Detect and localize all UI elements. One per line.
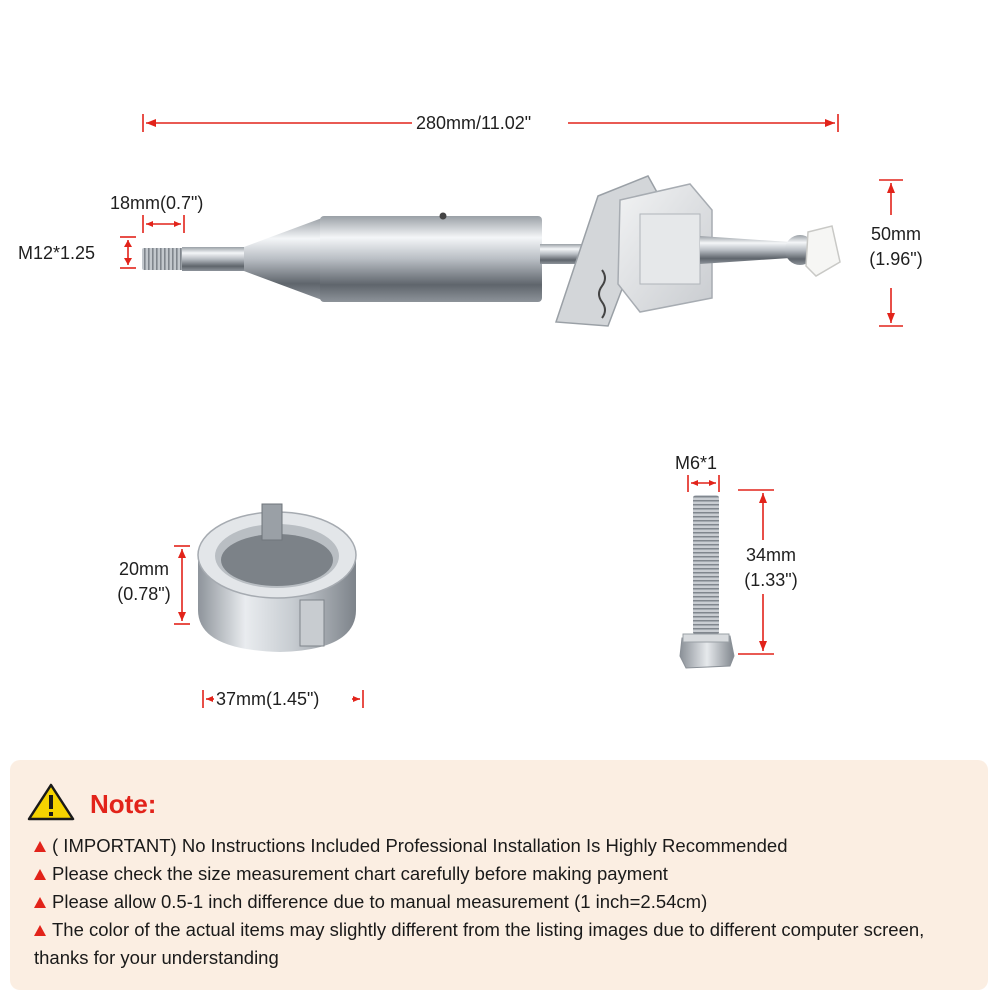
tip-length-label: 18mm(0.7")	[110, 193, 204, 213]
bushing-height-in-label: (0.78")	[117, 584, 171, 604]
red-triangle-bullet-icon	[34, 897, 46, 908]
note-item-important: ( IMPORTANT) No Instructions Included Professional Installation Is Highly Recommended	[34, 832, 974, 860]
bushing-image	[198, 504, 356, 652]
knob-height-mm-label: 50mm	[870, 224, 921, 244]
bushing-width-label: 37mm(1.45")	[216, 689, 320, 709]
red-triangle-bullet-icon	[34, 841, 46, 852]
bolt-thread-label: M6*1	[675, 453, 718, 473]
warning-icon	[26, 782, 76, 822]
note-item-measurement: Please allow 0.5-1 inch difference due to manual measurement (1 inch=2.54cm)	[34, 888, 974, 916]
thread-size-label: M12*1.25	[18, 243, 96, 263]
red-triangle-bullet-icon	[34, 869, 46, 880]
note-item-color: The color of the actual items may slightly different from the listing images due to different computer screen, thanks for your understanding	[34, 919, 925, 968]
knob-height-in-label: (1.96")	[869, 249, 923, 269]
short-shifter-image	[142, 176, 840, 326]
red-triangle-bullet-icon	[34, 925, 46, 936]
bolt-length-mm-label: 34mm	[745, 545, 796, 565]
bolt-length-in-label: (1.33")	[744, 570, 798, 590]
bolt-image	[680, 495, 734, 668]
bushing-height-mm-label: 20mm	[118, 559, 169, 579]
note-item-size-chart: Please check the size measurement chart carefully before making payment	[34, 860, 974, 888]
overall-length-label: 280mm/11.02"	[416, 113, 532, 133]
note-title: Note:	[90, 789, 157, 819]
